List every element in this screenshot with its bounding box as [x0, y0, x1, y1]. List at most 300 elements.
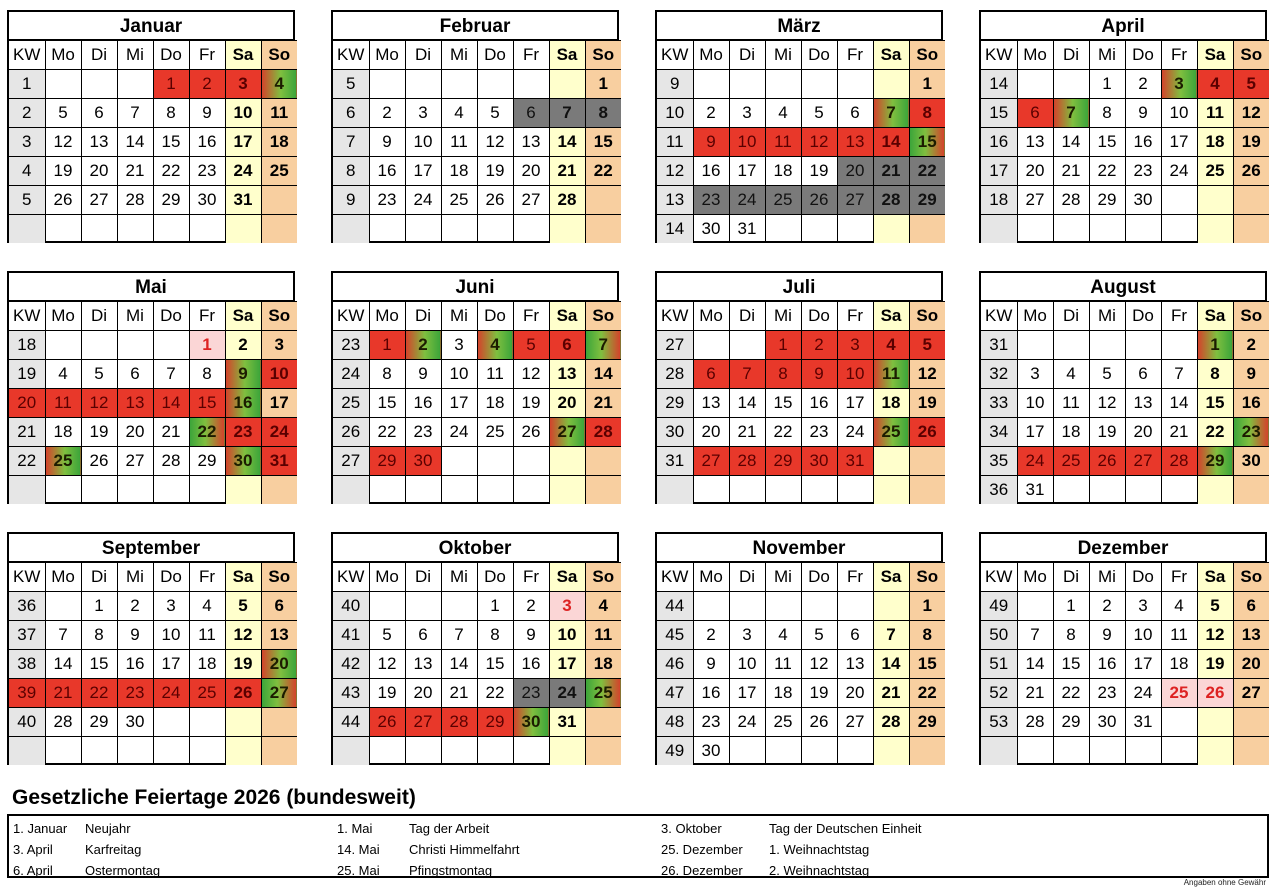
- day-cell: [801, 592, 837, 621]
- day-cell: 18: [189, 650, 225, 679]
- weekday-header-mo: Mo: [45, 302, 81, 331]
- day-cell: [45, 592, 81, 621]
- week-number: 38: [9, 650, 45, 679]
- day-cell: 5: [369, 621, 405, 650]
- weekday-header-row: [657, 41, 945, 70]
- day-cell: 25: [873, 418, 909, 447]
- day-cell: 30: [693, 737, 729, 766]
- day-cell: 13: [261, 621, 297, 650]
- day-cell: 28: [1017, 708, 1053, 737]
- weekday-header-sa: Sa: [225, 41, 261, 70]
- day-cell: 18: [873, 389, 909, 418]
- week-number: 15: [981, 99, 1017, 128]
- holiday-date: 14. Mai: [337, 842, 380, 857]
- day-cell: [405, 70, 441, 99]
- day-cell: 2: [1233, 331, 1269, 360]
- day-cell: [45, 70, 81, 99]
- day-cell: 28: [153, 447, 189, 476]
- holiday-row: [337, 818, 520, 839]
- day-cell: [765, 592, 801, 621]
- day-cell: 26: [45, 186, 81, 215]
- day-cell: 24: [153, 679, 189, 708]
- week-row: [657, 360, 945, 389]
- week-number: 13: [657, 186, 693, 215]
- day-cell: 17: [1017, 418, 1053, 447]
- day-cell: 22: [765, 418, 801, 447]
- month-title: März: [657, 12, 941, 40]
- week-number: 19: [9, 360, 45, 389]
- day-cell: 5: [801, 99, 837, 128]
- week-number: 18: [981, 186, 1017, 215]
- day-cell: [549, 476, 585, 505]
- day-cell: 7: [585, 331, 621, 360]
- day-cell: 30: [801, 447, 837, 476]
- day-cell: [1017, 215, 1053, 244]
- day-cell: 15: [909, 128, 945, 157]
- weekday-header-kw: KW: [9, 563, 45, 592]
- day-cell: 10: [1125, 621, 1161, 650]
- day-cell: [1053, 737, 1089, 766]
- week-number: 4: [9, 157, 45, 186]
- day-cell: 13: [513, 128, 549, 157]
- day-cell: 31: [837, 447, 873, 476]
- weekday-header-so: So: [585, 41, 621, 70]
- weekday-header-mo: Mo: [693, 563, 729, 592]
- month-grid: [981, 40, 1269, 243]
- day-cell: [873, 447, 909, 476]
- week-row: [333, 679, 621, 708]
- day-cell: 16: [189, 128, 225, 157]
- weekday-header-mi: Mi: [765, 41, 801, 70]
- day-cell: [117, 215, 153, 244]
- day-cell: [873, 70, 909, 99]
- day-cell: [45, 737, 81, 766]
- day-cell: 25: [477, 418, 513, 447]
- day-cell: 22: [909, 679, 945, 708]
- month-februar: [331, 10, 619, 243]
- weekday-header-row: [981, 41, 1269, 70]
- day-cell: 19: [369, 679, 405, 708]
- day-cell: 2: [405, 331, 441, 360]
- week-row: [657, 331, 945, 360]
- day-cell: 2: [1125, 70, 1161, 99]
- week-row: [657, 621, 945, 650]
- day-cell: 22: [585, 157, 621, 186]
- weekday-header-sa: Sa: [1197, 302, 1233, 331]
- week-number: 50: [981, 621, 1017, 650]
- week-number: 48: [657, 708, 693, 737]
- weekday-header-fr: Fr: [837, 41, 873, 70]
- weekday-header-kw: KW: [9, 41, 45, 70]
- day-cell: 19: [1089, 418, 1125, 447]
- day-cell: [513, 70, 549, 99]
- day-cell: [837, 215, 873, 244]
- day-cell: 14: [441, 650, 477, 679]
- day-cell: [693, 70, 729, 99]
- day-cell: 25: [189, 679, 225, 708]
- day-cell: [1089, 737, 1125, 766]
- day-cell: 12: [1197, 621, 1233, 650]
- day-cell: [765, 70, 801, 99]
- week-row: [981, 215, 1269, 244]
- day-cell: 27: [405, 708, 441, 737]
- day-cell: [765, 215, 801, 244]
- day-cell: 4: [1197, 70, 1233, 99]
- day-cell: [45, 215, 81, 244]
- week-row: [981, 650, 1269, 679]
- day-cell: 28: [873, 186, 909, 215]
- day-cell: 27: [693, 447, 729, 476]
- day-cell: 31: [1017, 476, 1053, 505]
- holiday-name: Ostermontag: [85, 863, 161, 878]
- day-cell: 17: [261, 389, 297, 418]
- weekday-header-so: So: [261, 302, 297, 331]
- week-row: [333, 447, 621, 476]
- day-cell: 29: [189, 447, 225, 476]
- day-cell: 26: [477, 186, 513, 215]
- week-row: [333, 360, 621, 389]
- holiday-name: Karfreitag: [85, 842, 142, 857]
- day-cell: 21: [45, 679, 81, 708]
- week-number: 31: [981, 331, 1017, 360]
- weekday-header-fr: Fr: [837, 302, 873, 331]
- day-cell: [1197, 708, 1233, 737]
- week-number: 42: [333, 650, 369, 679]
- day-cell: [441, 215, 477, 244]
- day-cell: 29: [1053, 708, 1089, 737]
- day-cell: 16: [1125, 128, 1161, 157]
- month-grid: [657, 40, 945, 243]
- day-cell: [1017, 70, 1053, 99]
- day-cell: 13: [837, 128, 873, 157]
- day-cell: [153, 215, 189, 244]
- holiday-row: [661, 818, 921, 839]
- day-cell: [801, 476, 837, 505]
- week-row: [981, 389, 1269, 418]
- month-märz: [655, 10, 943, 243]
- day-cell: 7: [1053, 99, 1089, 128]
- month-grid: [981, 562, 1269, 765]
- weekday-header-do: Do: [1125, 302, 1161, 331]
- day-cell: 11: [765, 650, 801, 679]
- day-cell: [1053, 215, 1089, 244]
- weekday-header-kw: KW: [657, 41, 693, 70]
- day-cell: [189, 737, 225, 766]
- day-cell: 13: [837, 650, 873, 679]
- week-number: [9, 215, 45, 244]
- week-row: [333, 476, 621, 505]
- day-cell: [1017, 592, 1053, 621]
- day-cell: 14: [1161, 389, 1197, 418]
- weekday-header-kw: KW: [333, 41, 369, 70]
- day-cell: 9: [1125, 99, 1161, 128]
- day-cell: [1233, 476, 1269, 505]
- day-cell: 16: [801, 389, 837, 418]
- week-row: [333, 621, 621, 650]
- day-cell: 6: [1125, 360, 1161, 389]
- month-title: Oktober: [333, 534, 617, 562]
- week-number: 45: [657, 621, 693, 650]
- weekday-header-so: So: [261, 41, 297, 70]
- week-number: 11: [657, 128, 693, 157]
- day-cell: 8: [477, 621, 513, 650]
- week-number: 14: [657, 215, 693, 244]
- day-cell: 5: [909, 331, 945, 360]
- day-cell: 17: [549, 650, 585, 679]
- day-cell: [801, 70, 837, 99]
- day-cell: 27: [837, 708, 873, 737]
- week-row: [657, 476, 945, 505]
- day-cell: 7: [1017, 621, 1053, 650]
- day-cell: 25: [261, 157, 297, 186]
- weekday-header-kw: KW: [981, 302, 1017, 331]
- holiday-row: [13, 860, 160, 881]
- day-cell: 26: [225, 679, 261, 708]
- weekday-header-do: Do: [477, 302, 513, 331]
- weekday-header-mo: Mo: [1017, 302, 1053, 331]
- week-row: [9, 128, 297, 157]
- week-row: [657, 679, 945, 708]
- day-cell: [585, 708, 621, 737]
- weekday-header-row: [657, 302, 945, 331]
- day-cell: 13: [81, 128, 117, 157]
- week-number: 17: [981, 157, 1017, 186]
- holiday-row: [337, 839, 520, 860]
- week-number: [981, 737, 1017, 766]
- day-cell: 3: [729, 99, 765, 128]
- week-number: 39: [9, 679, 45, 708]
- holiday-date: 3. Oktober: [661, 821, 722, 836]
- week-row: [333, 186, 621, 215]
- day-cell: 14: [873, 650, 909, 679]
- day-cell: 18: [765, 679, 801, 708]
- day-cell: 21: [549, 157, 585, 186]
- week-row: [657, 650, 945, 679]
- weekday-header-mo: Mo: [369, 563, 405, 592]
- day-cell: 2: [117, 592, 153, 621]
- weekday-header-mi: Mi: [1089, 41, 1125, 70]
- weekday-header-mo: Mo: [369, 302, 405, 331]
- day-cell: 25: [765, 708, 801, 737]
- day-cell: [1017, 737, 1053, 766]
- month-title: Mai: [9, 273, 293, 301]
- day-cell: [1197, 186, 1233, 215]
- day-cell: 5: [225, 592, 261, 621]
- day-cell: [873, 476, 909, 505]
- week-row: [981, 99, 1269, 128]
- month-september: [7, 532, 295, 765]
- day-cell: 11: [873, 360, 909, 389]
- weekday-header-di: Di: [81, 302, 117, 331]
- day-cell: 3: [1017, 360, 1053, 389]
- day-cell: [549, 737, 585, 766]
- day-cell: [513, 476, 549, 505]
- holidays-column-1: [13, 818, 160, 881]
- day-cell: [1233, 215, 1269, 244]
- day-cell: 26: [1089, 447, 1125, 476]
- week-number: 7: [333, 128, 369, 157]
- day-cell: 20: [837, 679, 873, 708]
- day-cell: 8: [189, 360, 225, 389]
- week-number: 5: [333, 70, 369, 99]
- week-row: [981, 360, 1269, 389]
- day-cell: 8: [1197, 360, 1233, 389]
- weekday-header-sa: Sa: [873, 302, 909, 331]
- weekday-header-so: So: [909, 563, 945, 592]
- day-cell: 26: [1233, 157, 1269, 186]
- day-cell: 22: [1053, 679, 1089, 708]
- weekday-header-mi: Mi: [441, 41, 477, 70]
- day-cell: [1233, 186, 1269, 215]
- day-cell: [81, 476, 117, 505]
- day-cell: 17: [729, 157, 765, 186]
- day-cell: 8: [909, 621, 945, 650]
- day-cell: [909, 737, 945, 766]
- week-row: [9, 186, 297, 215]
- day-cell: 26: [801, 708, 837, 737]
- week-row: [333, 128, 621, 157]
- weekday-header-row: [9, 41, 297, 70]
- day-cell: 17: [729, 679, 765, 708]
- week-row: [981, 418, 1269, 447]
- day-cell: 18: [585, 650, 621, 679]
- week-row: [9, 679, 297, 708]
- week-number: 35: [981, 447, 1017, 476]
- day-cell: 10: [837, 360, 873, 389]
- day-cell: 23: [117, 679, 153, 708]
- day-cell: [477, 70, 513, 99]
- day-cell: 4: [585, 592, 621, 621]
- day-cell: [117, 331, 153, 360]
- day-cell: 23: [1125, 157, 1161, 186]
- day-cell: [549, 215, 585, 244]
- holiday-name: Pfingstmontag: [409, 863, 493, 878]
- month-grid: [333, 562, 621, 765]
- weekday-header-sa: Sa: [1197, 563, 1233, 592]
- day-cell: 20: [261, 650, 297, 679]
- week-number: 34: [981, 418, 1017, 447]
- day-cell: 29: [909, 186, 945, 215]
- day-cell: 15: [1053, 650, 1089, 679]
- day-cell: 28: [873, 708, 909, 737]
- weekday-header-di: Di: [405, 563, 441, 592]
- day-cell: 7: [441, 621, 477, 650]
- day-cell: 22: [1089, 157, 1125, 186]
- day-cell: 19: [513, 389, 549, 418]
- week-row: [9, 621, 297, 650]
- day-cell: 12: [801, 128, 837, 157]
- day-cell: [153, 737, 189, 766]
- day-cell: 11: [441, 128, 477, 157]
- weekday-header-fr: Fr: [189, 302, 225, 331]
- month-title: November: [657, 534, 941, 562]
- month-juli: [655, 271, 943, 504]
- week-number: [657, 476, 693, 505]
- day-cell: [189, 708, 225, 737]
- day-cell: 21: [1161, 418, 1197, 447]
- week-number: 37: [9, 621, 45, 650]
- day-cell: 24: [549, 679, 585, 708]
- week-row: [9, 476, 297, 505]
- day-cell: [405, 737, 441, 766]
- day-cell: [729, 70, 765, 99]
- day-cell: 8: [1089, 99, 1125, 128]
- day-cell: 11: [477, 360, 513, 389]
- day-cell: [1233, 737, 1269, 766]
- day-cell: 4: [441, 99, 477, 128]
- day-cell: [1125, 737, 1161, 766]
- week-row: [333, 650, 621, 679]
- day-cell: [1161, 708, 1197, 737]
- week-row: [9, 737, 297, 766]
- day-cell: 23: [1233, 418, 1269, 447]
- day-cell: 16: [117, 650, 153, 679]
- weekday-header-kw: KW: [657, 302, 693, 331]
- day-cell: 7: [45, 621, 81, 650]
- day-cell: 29: [1197, 447, 1233, 476]
- day-cell: 7: [153, 360, 189, 389]
- day-cell: 6: [1017, 99, 1053, 128]
- holiday-name: 2. Weihnachtstag: [769, 863, 870, 878]
- day-cell: 1: [1197, 331, 1233, 360]
- week-number: [333, 215, 369, 244]
- month-grid: [657, 562, 945, 765]
- day-cell: 14: [117, 128, 153, 157]
- week-number: 27: [657, 331, 693, 360]
- weekday-header-fr: Fr: [1161, 563, 1197, 592]
- day-cell: 14: [549, 128, 585, 157]
- day-cell: 12: [81, 389, 117, 418]
- day-cell: 8: [153, 99, 189, 128]
- day-cell: 15: [369, 389, 405, 418]
- month-august: [979, 271, 1267, 504]
- week-row: [981, 331, 1269, 360]
- weekday-header-do: Do: [153, 563, 189, 592]
- week-number: 30: [657, 418, 693, 447]
- week-number: 5: [9, 186, 45, 215]
- day-cell: [1161, 476, 1197, 505]
- day-cell: [441, 447, 477, 476]
- day-cell: [1161, 737, 1197, 766]
- day-cell: 23: [189, 157, 225, 186]
- day-cell: [837, 737, 873, 766]
- day-cell: 7: [873, 621, 909, 650]
- week-row: [333, 389, 621, 418]
- week-number: 43: [333, 679, 369, 708]
- week-row: [9, 389, 297, 418]
- holiday-date: 1. Mai: [337, 821, 373, 836]
- day-cell: 4: [1053, 360, 1089, 389]
- day-cell: 18: [45, 418, 81, 447]
- day-cell: 12: [1089, 389, 1125, 418]
- month-title: Dezember: [981, 534, 1265, 562]
- day-cell: 26: [513, 418, 549, 447]
- day-cell: 2: [693, 621, 729, 650]
- day-cell: 18: [1161, 650, 1197, 679]
- day-cell: [801, 737, 837, 766]
- weekday-header-sa: Sa: [549, 563, 585, 592]
- day-cell: [837, 592, 873, 621]
- day-cell: 10: [729, 650, 765, 679]
- weekday-header-di: Di: [729, 563, 765, 592]
- day-cell: [261, 186, 297, 215]
- day-cell: 1: [369, 331, 405, 360]
- day-cell: 5: [801, 621, 837, 650]
- day-cell: 5: [1197, 592, 1233, 621]
- weekday-header-row: [981, 563, 1269, 592]
- day-cell: 13: [693, 389, 729, 418]
- week-row: [333, 331, 621, 360]
